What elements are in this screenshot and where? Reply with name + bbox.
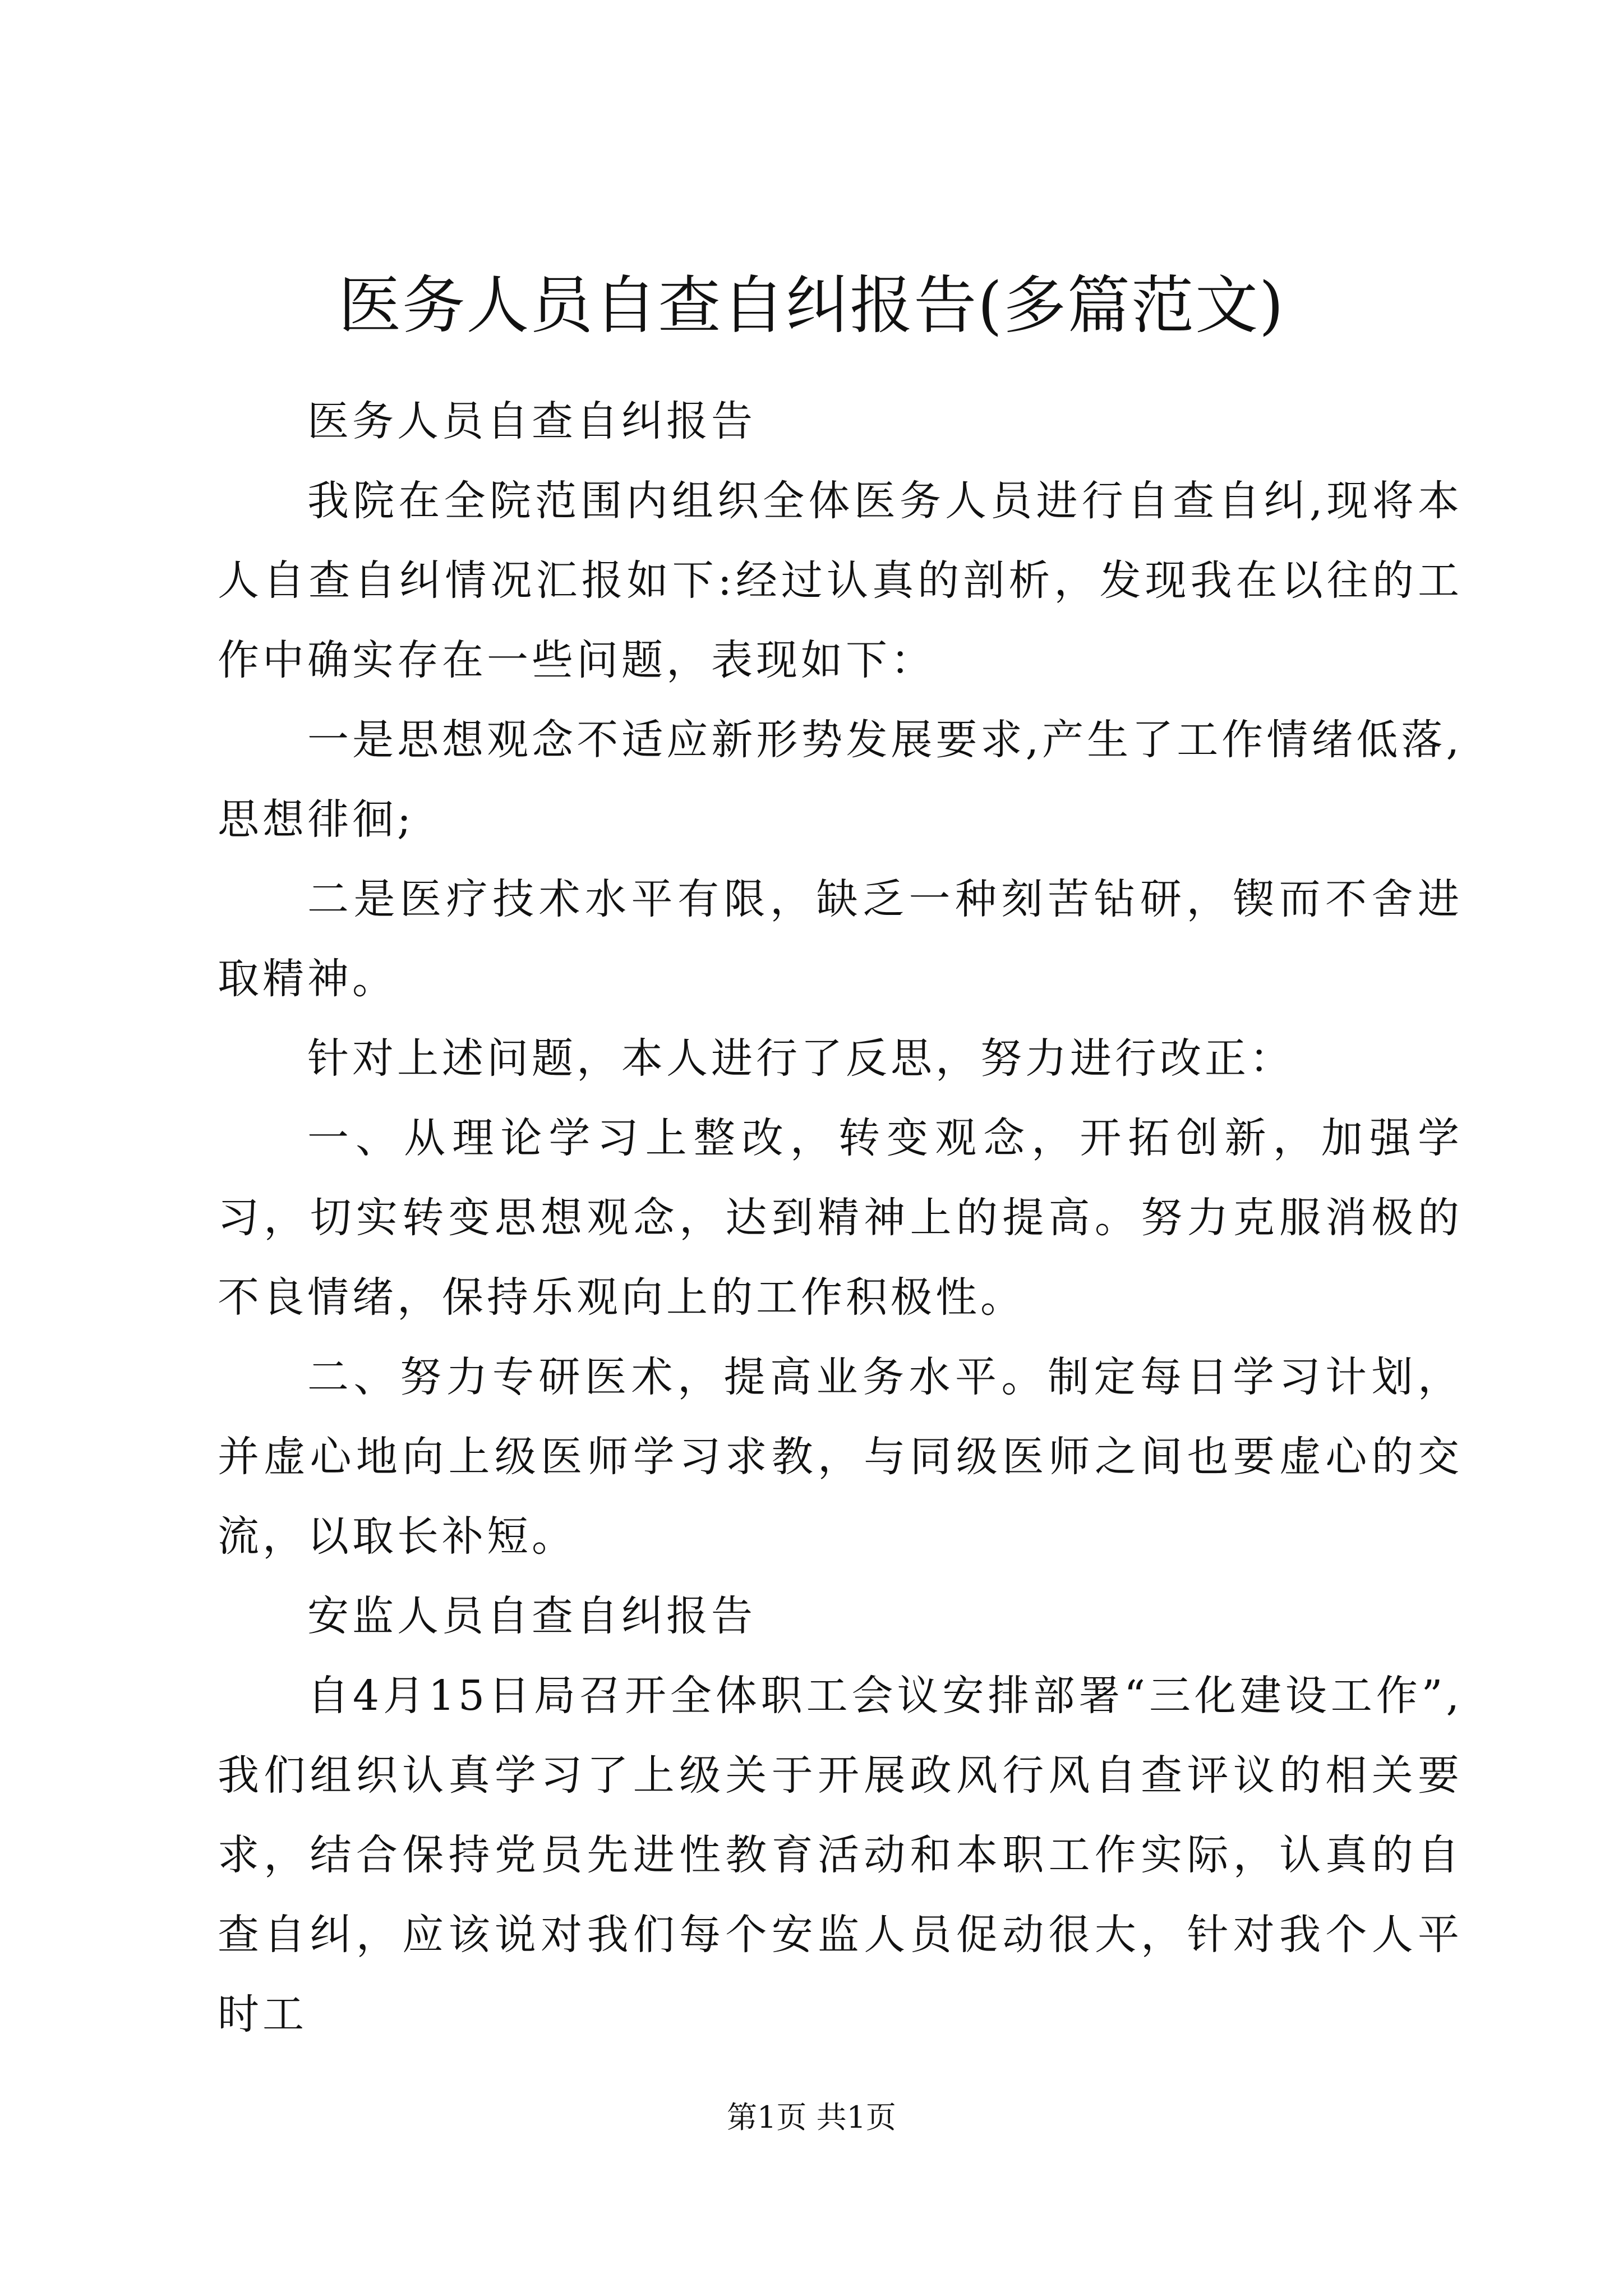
paragraph: 一是思想观念不适应新形势发展要求,产生了工作情绪低落,思想徘徊; (218, 716, 1463, 844)
paragraph: 我院在全院范围内组织全体医务人员进行自查自纠,现将本人自查自纠情况汇报如下:经过认真的剖析，发现我在以往的工作中确实存在一些问题，表现如下： (218, 477, 1463, 684)
section-heading-safety: 安监人员自查自纠报告 (307, 1592, 756, 1640)
section-heading-medical: 医务人员自查自纠报告 (307, 397, 756, 445)
document-title: 医务人员自查自纠报告(多篇范文) (338, 269, 1285, 342)
document-body (218, 381, 1463, 2054)
paragraph: 自4月15日局召开全体职工会议安排部署“三化建设工作”,我们组织认真学习了上级关于开展政风行风自查评议的相关要求，结合保持党员先进性教育活动和本职工作实际，认真的自查自纠，应该说对我们每个安监人员促动很大，针对我个人平时工 (218, 1672, 1463, 2039)
paragraph: 二、努力专研医术，提高业务水平。制定每日学习计划，并虚心地向上级医师学习求教，与同级医师之间也要虚心的交流，以取长补短。 (218, 1353, 1463, 1561)
paragraph: 针对上述问题，本人进行了反思，努力进行改正： (307, 1034, 1294, 1083)
paragraph: 一、从理论学习上整改，转变观念，开拓创新，加强学习，切实转变思想观念，达到精神上的提高。努力克服消极的不良情绪，保持乐观向上的工作积极性。 (218, 1114, 1463, 1322)
page-footer: 第1页 共1页 (727, 2100, 896, 2135)
paragraph: 二是医疗技术水平有限，缺乏一种刻苦钻研，锲而不舍进取精神。 (218, 875, 1463, 1003)
